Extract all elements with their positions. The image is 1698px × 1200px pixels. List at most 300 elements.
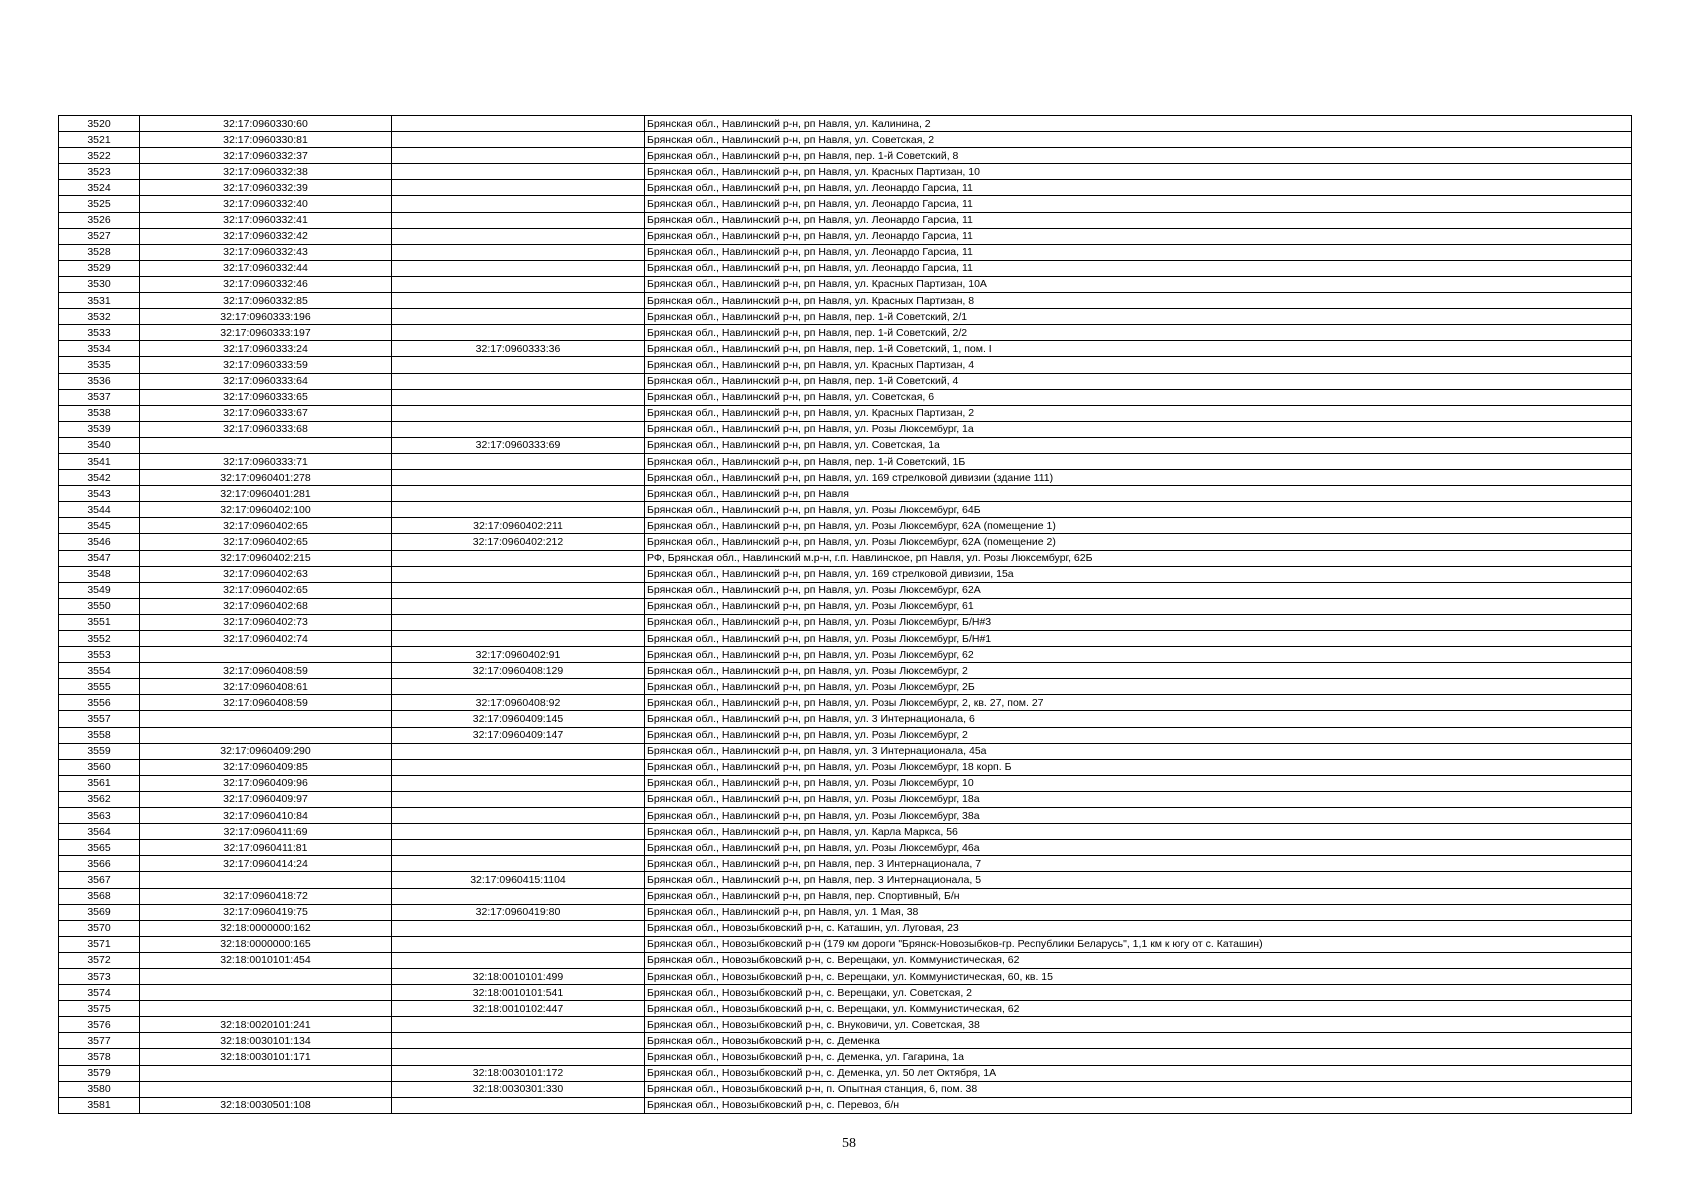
cadastral-number-cell: 32:17:0960332:40 — [140, 196, 392, 212]
row-number-cell: 3528 — [59, 244, 140, 260]
address-cell: Брянская обл., Навлинский р-н, рп Навля, пер. 1-й Советский, 4 — [645, 373, 1632, 389]
table-row — [59, 968, 1632, 984]
row-number-cell: 3571 — [59, 936, 140, 952]
cadastral-number-cell: 32:17:0960411:81 — [140, 840, 392, 856]
related-cadastral-number-cell: 32:17:0960333:69 — [392, 437, 645, 453]
row-number-cell: 3545 — [59, 518, 140, 534]
cadastral-number-cell: 32:17:0960402:68 — [140, 598, 392, 614]
row-number-cell: 3557 — [59, 711, 140, 727]
registry-table — [58, 115, 1632, 1114]
table-row — [59, 502, 1632, 518]
table-row — [59, 679, 1632, 695]
row-number-cell: 3565 — [59, 840, 140, 856]
cadastral-number-cell: 32:18:0030501:108 — [140, 1097, 392, 1113]
related-cadastral-number-cell — [392, 325, 645, 341]
row-number-cell: 3556 — [59, 695, 140, 711]
row-number-cell: 3567 — [59, 872, 140, 888]
address-cell: Брянская обл., Навлинский р-н, рп Навля, ул. Красных Партизан, 10А — [645, 276, 1632, 292]
table-row — [59, 148, 1632, 164]
cadastral-number-cell: 32:17:0960408:59 — [140, 663, 392, 679]
address-cell: Брянская обл., Навлинский р-н, рп Навля, пер. 1-й Советский, 1, пом. I — [645, 341, 1632, 357]
address-cell: Брянская обл., Новозыбковский р-н, с. Верещаки, ул. Коммунистическая, 62 — [645, 952, 1632, 968]
related-cadastral-number-cell — [392, 212, 645, 228]
address-cell: Брянская обл., Навлинский р-н, рп Навля, ул. Советская, 1а — [645, 437, 1632, 453]
table-row — [59, 985, 1632, 1001]
row-number-cell: 3532 — [59, 309, 140, 325]
address-cell: Брянская обл., Новозыбковский р-н, с. Верещаки, ул. Коммунистическая, 62 — [645, 1001, 1632, 1017]
cadastral-number-cell: 32:17:0960402:100 — [140, 502, 392, 518]
table-row — [59, 743, 1632, 759]
row-number-cell: 3572 — [59, 952, 140, 968]
cadastral-number-cell: 32:17:0960402:63 — [140, 566, 392, 582]
address-cell: Брянская обл., Навлинский р-н, рп Навля, пер. 1-й Советский, 1Б — [645, 453, 1632, 469]
row-number-cell: 3558 — [59, 727, 140, 743]
row-number-cell: 3524 — [59, 180, 140, 196]
cadastral-number-cell: 32:17:0960401:278 — [140, 470, 392, 486]
table-row — [59, 389, 1632, 405]
related-cadastral-number-cell: 32:18:0030101:172 — [392, 1065, 645, 1081]
related-cadastral-number-cell: 32:18:0010102:447 — [392, 1001, 645, 1017]
cadastral-number-cell: 32:17:0960410:84 — [140, 808, 392, 824]
cadastral-number-cell: 32:17:0960408:59 — [140, 695, 392, 711]
related-cadastral-number-cell — [392, 743, 645, 759]
row-number-cell: 3564 — [59, 824, 140, 840]
table-row — [59, 663, 1632, 679]
related-cadastral-number-cell — [392, 936, 645, 952]
table-row — [59, 470, 1632, 486]
related-cadastral-number-cell — [392, 952, 645, 968]
address-cell: Брянская обл., Навлинский р-н, рп Навля, ул. Розы Люксембург, 2Б — [645, 679, 1632, 695]
table-row — [59, 695, 1632, 711]
row-number-cell: 3522 — [59, 148, 140, 164]
related-cadastral-number-cell — [392, 759, 645, 775]
row-number-cell: 3552 — [59, 631, 140, 647]
address-cell: Брянская обл., Навлинский р-н, рп Навля, пер. 3 Интернационала, 5 — [645, 872, 1632, 888]
related-cadastral-number-cell: 32:17:0960409:147 — [392, 727, 645, 743]
cadastral-number-cell: 32:17:0960332:41 — [140, 212, 392, 228]
address-cell: Брянская обл., Навлинский р-н, рп Навля, ул. Розы Люксембург, 2 — [645, 727, 1632, 743]
related-cadastral-number-cell — [392, 679, 645, 695]
address-cell: Брянская обл., Навлинский р-н, рп Навля, ул. 169 стрелковой дивизии (здание 111) — [645, 470, 1632, 486]
table-row — [59, 840, 1632, 856]
related-cadastral-number-cell — [392, 550, 645, 566]
address-cell: Брянская обл., Навлинский р-н, рп Навля, ул. Советская, 2 — [645, 132, 1632, 148]
related-cadastral-number-cell — [392, 598, 645, 614]
cadastral-number-cell: 32:17:0960418:72 — [140, 888, 392, 904]
related-cadastral-number-cell — [392, 357, 645, 373]
row-number-cell: 3540 — [59, 437, 140, 453]
row-number-cell: 3534 — [59, 341, 140, 357]
table-row — [59, 888, 1632, 904]
row-number-cell: 3538 — [59, 405, 140, 421]
cadastral-number-cell: 32:17:0960402:73 — [140, 614, 392, 630]
table-row — [59, 598, 1632, 614]
table-row — [59, 405, 1632, 421]
address-cell: Брянская обл., Навлинский р-н, рп Навля, ул. Леонардо Гарсиа, 11 — [645, 244, 1632, 260]
address-cell: Брянская обл., Навлинский р-н, рп Навля, ул. Красных Партизан, 2 — [645, 405, 1632, 421]
row-number-cell: 3533 — [59, 325, 140, 341]
cadastral-number-cell: 32:18:0030101:134 — [140, 1033, 392, 1049]
address-cell: Брянская обл., Навлинский р-н, рп Навля — [645, 486, 1632, 502]
table-row — [59, 373, 1632, 389]
cadastral-number-cell: 32:17:0960333:197 — [140, 325, 392, 341]
cadastral-number-cell — [140, 711, 392, 727]
cadastral-number-cell: 32:17:0960333:59 — [140, 357, 392, 373]
address-cell: Брянская обл., Новозыбковский р-н, с. Деменка — [645, 1033, 1632, 1049]
row-number-cell: 3580 — [59, 1081, 140, 1097]
table-row — [59, 196, 1632, 212]
cadastral-number-cell — [140, 727, 392, 743]
row-number-cell: 3529 — [59, 260, 140, 276]
table-row — [59, 775, 1632, 791]
cadastral-number-cell: 32:17:0960333:67 — [140, 405, 392, 421]
related-cadastral-number-cell — [392, 614, 645, 630]
address-cell: Брянская обл., Навлинский р-н, рп Навля, ул. Розы Люксембург, 2 — [645, 663, 1632, 679]
address-cell: Брянская обл., Навлинский р-н, рп Навля, ул. Розы Люксембург, 62А (помещение 1) — [645, 518, 1632, 534]
table-row — [59, 132, 1632, 148]
cadastral-number-cell: 32:17:0960409:97 — [140, 791, 392, 807]
address-cell: Брянская обл., Навлинский р-н, рп Навля, ул. Розы Люксембург, 62 — [645, 647, 1632, 663]
related-cadastral-number-cell — [392, 1097, 645, 1113]
row-number-cell: 3577 — [59, 1033, 140, 1049]
address-cell: Брянская обл., Навлинский р-н, рп Навля, ул. 3 Интернационала, 45а — [645, 743, 1632, 759]
related-cadastral-number-cell — [392, 888, 645, 904]
cadastral-number-cell: 32:17:0960330:81 — [140, 132, 392, 148]
address-cell: Брянская обл., Навлинский р-н, рп Навля, ул. Розы Люксембург, Б/Н#3 — [645, 614, 1632, 630]
cadastral-number-cell: 32:17:0960333:64 — [140, 373, 392, 389]
row-number-cell: 3521 — [59, 132, 140, 148]
related-cadastral-number-cell — [392, 276, 645, 292]
address-cell: Брянская обл., Навлинский р-н, рп Навля, пер. 1-й Советский, 2/2 — [645, 325, 1632, 341]
table-row — [59, 1033, 1632, 1049]
table-row — [59, 856, 1632, 872]
related-cadastral-number-cell — [392, 856, 645, 872]
table-row — [59, 631, 1632, 647]
row-number-cell: 3527 — [59, 228, 140, 244]
address-cell: Брянская обл., Навлинский р-н, рп Навля, ул. Леонардо Гарсиа, 11 — [645, 228, 1632, 244]
table-row — [59, 1001, 1632, 1017]
address-cell: Брянская обл., Новозыбковский р-н, с. Внуковичи, ул. Советская, 38 — [645, 1017, 1632, 1033]
address-cell: Брянская обл., Навлинский р-н, рп Навля, ул. 169 стрелковой дивизии, 15а — [645, 566, 1632, 582]
row-number-cell: 3575 — [59, 1001, 140, 1017]
table-row — [59, 228, 1632, 244]
row-number-cell: 3561 — [59, 775, 140, 791]
row-number-cell: 3581 — [59, 1097, 140, 1113]
related-cadastral-number-cell — [392, 1033, 645, 1049]
table-row — [59, 872, 1632, 888]
related-cadastral-number-cell — [392, 453, 645, 469]
row-number-cell: 3570 — [59, 920, 140, 936]
cadastral-number-cell: 32:17:0960409:96 — [140, 775, 392, 791]
related-cadastral-number-cell — [392, 180, 645, 196]
cadastral-number-cell: 32:17:0960333:65 — [140, 389, 392, 405]
address-cell: Брянская обл., Навлинский р-н, рп Навля, ул. Розы Люксембург, 38а — [645, 808, 1632, 824]
row-number-cell: 3554 — [59, 663, 140, 679]
related-cadastral-number-cell — [392, 1049, 645, 1065]
row-number-cell: 3569 — [59, 904, 140, 920]
table-row — [59, 904, 1632, 920]
address-cell: Брянская обл., Навлинский р-н, рп Навля, ул. 3 Интернационала, 6 — [645, 711, 1632, 727]
row-number-cell: 3566 — [59, 856, 140, 872]
related-cadastral-number-cell — [392, 148, 645, 164]
address-cell: Брянская обл., Навлинский р-н, рп Навля, ул. Леонардо Гарсиа, 11 — [645, 212, 1632, 228]
table-row — [59, 325, 1632, 341]
related-cadastral-number-cell: 32:18:0010101:541 — [392, 985, 645, 1001]
address-cell: Брянская обл., Навлинский р-н, рп Навля, ул. Карла Маркса, 56 — [645, 824, 1632, 840]
cadastral-number-cell: 32:17:0960332:85 — [140, 293, 392, 309]
row-number-cell: 3574 — [59, 985, 140, 1001]
address-cell: Брянская обл., Навлинский р-н, рп Навля, ул. Розы Люксембург, 18а — [645, 791, 1632, 807]
address-cell: Брянская обл., Навлинский р-н, рп Навля, ул. Леонардо Гарсиа, 11 — [645, 260, 1632, 276]
row-number-cell: 3555 — [59, 679, 140, 695]
row-number-cell: 3573 — [59, 968, 140, 984]
cadastral-number-cell: 32:17:0960402:65 — [140, 518, 392, 534]
row-number-cell: 3530 — [59, 276, 140, 292]
address-cell: Брянская обл., Навлинский р-н, рп Навля, ул. Розы Люксембург, 62А (помещение 2) — [645, 534, 1632, 550]
address-cell: Брянская обл., Навлинский р-н, рп Навля, ул. Розы Люксембург, 62А — [645, 582, 1632, 598]
address-cell: Брянская обл., Новозыбковский р-н, с. Верещаки, ул. Советская, 2 — [645, 985, 1632, 1001]
address-cell: Брянская обл., Новозыбковский р-н, с. Деменка, ул. 50 лет Октября, 1А — [645, 1065, 1632, 1081]
cadastral-number-cell: 32:17:0960332:43 — [140, 244, 392, 260]
table-row — [59, 936, 1632, 952]
address-cell: Брянская обл., Навлинский р-н, рп Навля, пер. 1-й Советский, 2/1 — [645, 309, 1632, 325]
row-number-cell: 3548 — [59, 566, 140, 582]
related-cadastral-number-cell — [392, 244, 645, 260]
table-row — [59, 791, 1632, 807]
cadastral-number-cell: 32:17:0960332:38 — [140, 164, 392, 180]
row-number-cell: 3537 — [59, 389, 140, 405]
address-cell: Брянская обл., Навлинский р-н, рп Навля, ул. Розы Люксембург, 2, кв. 27, пом. 27 — [645, 695, 1632, 711]
cadastral-number-cell: 32:17:0960414:24 — [140, 856, 392, 872]
table-row — [59, 486, 1632, 502]
related-cadastral-number-cell — [392, 808, 645, 824]
table-row — [59, 164, 1632, 180]
cadastral-number-cell — [140, 437, 392, 453]
related-cadastral-number-cell: 32:18:0010101:499 — [392, 968, 645, 984]
table-row — [59, 727, 1632, 743]
table-row — [59, 824, 1632, 840]
row-number-cell: 3541 — [59, 453, 140, 469]
cadastral-number-cell: 32:17:0960409:290 — [140, 743, 392, 759]
row-number-cell: 3546 — [59, 534, 140, 550]
table-row — [59, 244, 1632, 260]
row-number-cell: 3543 — [59, 486, 140, 502]
row-number-cell: 3550 — [59, 598, 140, 614]
address-cell: Брянская обл., Навлинский р-н, рп Навля, ул. 1 Мая, 38 — [645, 904, 1632, 920]
address-cell: Брянская обл., Новозыбковский р-н (179 км дороги "Брянск-Новозыбков-гр. Республики Беларусь", 1,1 км к югу от с. Каташин) — [645, 936, 1632, 952]
related-cadastral-number-cell: 32:17:0960419:80 — [392, 904, 645, 920]
address-cell: Брянская обл., Навлинский р-н, рп Навля, ул. Розы Люксембург, Б/Н#1 — [645, 631, 1632, 647]
table-row — [59, 647, 1632, 663]
address-cell: Брянская обл., Навлинский р-н, рп Навля, пер. 1-й Советский, 8 — [645, 148, 1632, 164]
table-row — [59, 1065, 1632, 1081]
cadastral-number-cell — [140, 1065, 392, 1081]
row-number-cell: 3544 — [59, 502, 140, 518]
cadastral-number-cell: 32:17:0960419:75 — [140, 904, 392, 920]
related-cadastral-number-cell — [392, 470, 645, 486]
address-cell: Брянская обл., Навлинский р-н, рп Навля, ул. Розы Люксембург, 10 — [645, 775, 1632, 791]
address-cell: Брянская обл., Навлинский р-н, рп Навля, ул. Розы Люксембург, 1а — [645, 421, 1632, 437]
table-row — [59, 1081, 1632, 1097]
cadastral-number-cell: 32:17:0960409:85 — [140, 759, 392, 775]
table-row — [59, 920, 1632, 936]
address-cell: Брянская обл., Навлинский р-н, рп Навля, ул. Леонардо Гарсиа, 11 — [645, 180, 1632, 196]
cadastral-number-cell: 32:17:0960402:65 — [140, 582, 392, 598]
related-cadastral-number-cell: 32:17:0960402:91 — [392, 647, 645, 663]
cadastral-number-cell — [140, 1001, 392, 1017]
related-cadastral-number-cell — [392, 631, 645, 647]
table-row — [59, 180, 1632, 196]
row-number-cell: 3568 — [59, 888, 140, 904]
cadastral-number-cell — [140, 647, 392, 663]
related-cadastral-number-cell — [392, 389, 645, 405]
row-number-cell: 3520 — [59, 116, 140, 132]
table-row — [59, 550, 1632, 566]
row-number-cell: 3536 — [59, 373, 140, 389]
related-cadastral-number-cell — [392, 502, 645, 518]
cadastral-number-cell: 32:17:0960330:60 — [140, 116, 392, 132]
table-row — [59, 1017, 1632, 1033]
table-row — [59, 212, 1632, 228]
related-cadastral-number-cell — [392, 582, 645, 598]
table-row — [59, 357, 1632, 373]
cadastral-number-cell: 32:17:0960332:46 — [140, 276, 392, 292]
address-cell: Брянская обл., Навлинский р-н, рп Навля, ул. Розы Люксембург, 64Б — [645, 502, 1632, 518]
related-cadastral-number-cell — [392, 486, 645, 502]
address-cell: Брянская обл., Новозыбковский р-н, с. Деменка, ул. Гагарина, 1а — [645, 1049, 1632, 1065]
cadastral-number-cell — [140, 985, 392, 1001]
cadastral-number-cell: 32:17:0960402:74 — [140, 631, 392, 647]
row-number-cell: 3579 — [59, 1065, 140, 1081]
related-cadastral-number-cell — [392, 405, 645, 421]
address-cell: Брянская обл., Навлинский р-н, рп Навля, пер. Спортивный, Б/н — [645, 888, 1632, 904]
table-row — [59, 309, 1632, 325]
related-cadastral-number-cell — [392, 228, 645, 244]
table-row — [59, 276, 1632, 292]
table-row — [59, 952, 1632, 968]
table-row — [59, 453, 1632, 469]
related-cadastral-number-cell — [392, 196, 645, 212]
related-cadastral-number-cell — [392, 293, 645, 309]
cadastral-number-cell — [140, 872, 392, 888]
table-row — [59, 534, 1632, 550]
related-cadastral-number-cell — [392, 309, 645, 325]
row-number-cell: 3525 — [59, 196, 140, 212]
table-row — [59, 582, 1632, 598]
row-number-cell: 3551 — [59, 614, 140, 630]
address-cell: Брянская обл., Навлинский р-н, рп Навля, ул. Красных Партизан, 8 — [645, 293, 1632, 309]
cadastral-number-cell: 32:17:0960333:196 — [140, 309, 392, 325]
cadastral-number-cell: 32:17:0960332:42 — [140, 228, 392, 244]
table-row — [59, 437, 1632, 453]
table-row — [59, 341, 1632, 357]
table-row — [59, 1097, 1632, 1113]
related-cadastral-number-cell: 32:18:0030301:330 — [392, 1081, 645, 1097]
row-number-cell: 3523 — [59, 164, 140, 180]
table-row — [59, 566, 1632, 582]
address-cell: Брянская обл., Навлинский р-н, рп Навля, пер. 3 Интернационала, 7 — [645, 856, 1632, 872]
address-cell: Брянская обл., Новозыбковский р-н, п. Опытная станция, 6, пом. 38 — [645, 1081, 1632, 1097]
address-cell: Брянская обл., Навлинский р-н, рп Навля, ул. Красных Партизан, 4 — [645, 357, 1632, 373]
row-number-cell: 3542 — [59, 470, 140, 486]
cadastral-number-cell: 32:17:0960402:65 — [140, 534, 392, 550]
cadastral-number-cell: 32:18:0000000:165 — [140, 936, 392, 952]
cadastral-number-cell: 32:17:0960401:281 — [140, 486, 392, 502]
related-cadastral-number-cell — [392, 824, 645, 840]
row-number-cell: 3539 — [59, 421, 140, 437]
row-number-cell: 3559 — [59, 743, 140, 759]
cadastral-number-cell: 32:18:0010101:454 — [140, 952, 392, 968]
row-number-cell: 3578 — [59, 1049, 140, 1065]
related-cadastral-number-cell: 32:17:0960409:145 — [392, 711, 645, 727]
cadastral-number-cell: 32:17:0960333:68 — [140, 421, 392, 437]
address-cell: РФ, Брянская обл., Навлинский м.р-н, г.п. Навлинское, рп Навля, ул. Розы Люксембург, 62Б — [645, 550, 1632, 566]
related-cadastral-number-cell — [392, 775, 645, 791]
cadastral-number-cell: 32:17:0960333:71 — [140, 453, 392, 469]
related-cadastral-number-cell — [392, 1017, 645, 1033]
page-number: 58 — [842, 1136, 856, 1151]
row-number-cell: 3535 — [59, 357, 140, 373]
address-cell: Брянская обл., Навлинский р-н, рп Навля, ул. Леонардо Гарсиа, 11 — [645, 196, 1632, 212]
related-cadastral-number-cell — [392, 920, 645, 936]
table-row — [59, 293, 1632, 309]
related-cadastral-number-cell: 32:17:0960415:1104 — [392, 872, 645, 888]
row-number-cell: 3553 — [59, 647, 140, 663]
address-cell: Брянская обл., Навлинский р-н, рп Навля, ул. Калинина, 2 — [645, 116, 1632, 132]
address-cell: Брянская обл., Навлинский р-н, рп Навля, ул. Розы Люксембург, 61 — [645, 598, 1632, 614]
registry-table-body — [59, 116, 1632, 1114]
table-row — [59, 711, 1632, 727]
row-number-cell: 3562 — [59, 791, 140, 807]
related-cadastral-number-cell — [392, 791, 645, 807]
table-row — [59, 808, 1632, 824]
row-number-cell: 3531 — [59, 293, 140, 309]
address-cell: Брянская обл., Навлинский р-н, рп Навля, ул. Советская, 6 — [645, 389, 1632, 405]
cadastral-number-cell: 32:18:0000000:162 — [140, 920, 392, 936]
related-cadastral-number-cell — [392, 373, 645, 389]
cadastral-number-cell — [140, 1081, 392, 1097]
table-row — [59, 518, 1632, 534]
related-cadastral-number-cell: 32:17:0960402:212 — [392, 534, 645, 550]
table-row — [59, 116, 1632, 132]
address-cell: Брянская обл., Навлинский р-н, рп Навля, ул. Красных Партизан, 10 — [645, 164, 1632, 180]
address-cell: Брянская обл., Новозыбковский р-н, с. Верещаки, ул. Коммунистическая, 60, кв. 15 — [645, 968, 1632, 984]
cadastral-number-cell: 32:17:0960408:61 — [140, 679, 392, 695]
row-number-cell: 3576 — [59, 1017, 140, 1033]
row-number-cell: 3547 — [59, 550, 140, 566]
cadastral-number-cell — [140, 968, 392, 984]
cadastral-number-cell: 32:17:0960402:215 — [140, 550, 392, 566]
related-cadastral-number-cell — [392, 566, 645, 582]
address-cell: Брянская обл., Новозыбковский р-н, с. Перевоз, б/н — [645, 1097, 1632, 1113]
related-cadastral-number-cell — [392, 164, 645, 180]
related-cadastral-number-cell: 32:17:0960408:129 — [392, 663, 645, 679]
related-cadastral-number-cell — [392, 840, 645, 856]
related-cadastral-number-cell — [392, 260, 645, 276]
related-cadastral-number-cell: 32:17:0960333:36 — [392, 341, 645, 357]
cadastral-number-cell: 32:18:0020101:241 — [140, 1017, 392, 1033]
address-cell: Брянская обл., Навлинский р-н, рп Навля, ул. Розы Люксембург, 18 корп. Б — [645, 759, 1632, 775]
cadastral-number-cell: 32:17:0960332:39 — [140, 180, 392, 196]
address-cell: Брянская обл., Навлинский р-н, рп Навля, ул. Розы Люксембург, 46а — [645, 840, 1632, 856]
cadastral-number-cell: 32:17:0960332:37 — [140, 148, 392, 164]
row-number-cell: 3549 — [59, 582, 140, 598]
cadastral-number-cell: 32:17:0960332:44 — [140, 260, 392, 276]
table-row — [59, 759, 1632, 775]
related-cadastral-number-cell: 32:17:0960408:92 — [392, 695, 645, 711]
cadastral-number-cell: 32:18:0030101:171 — [140, 1049, 392, 1065]
row-number-cell: 3563 — [59, 808, 140, 824]
